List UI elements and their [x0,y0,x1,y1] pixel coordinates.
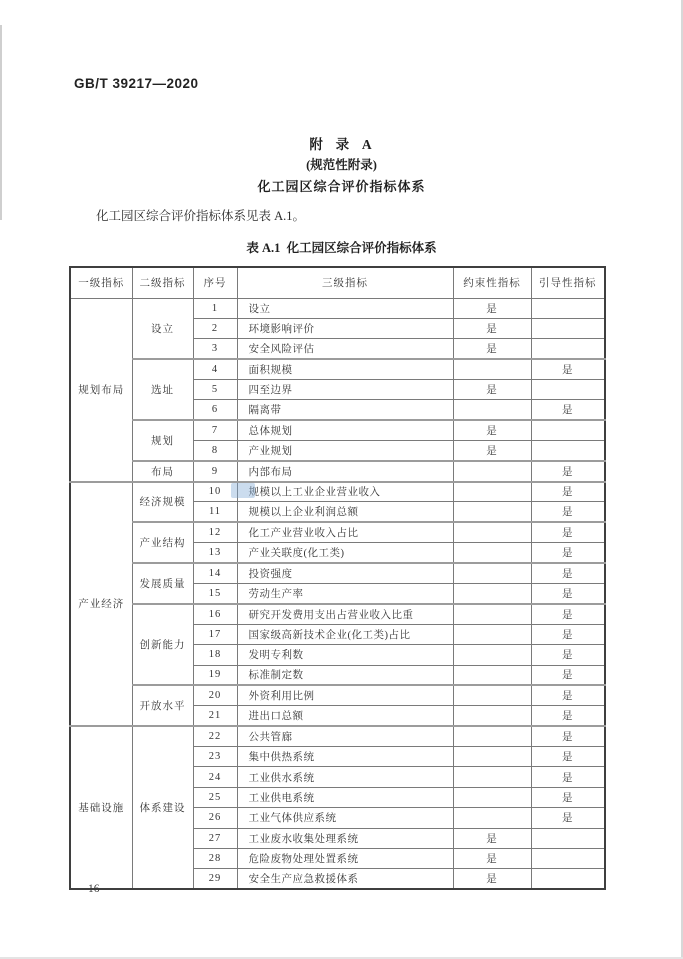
row-no-cell: 17 [193,624,237,644]
indicator-cell: 面积规模 [237,359,453,379]
appendix-heading-block [0,0,683,197]
col-header-3: 三级指标 [237,267,453,298]
guidance-cell: 是 [531,482,605,502]
guidance-cell [531,869,605,889]
indicator-cell: 工业供电系统 [237,787,453,807]
indicator-cell: 劳动生产率 [237,583,453,603]
guidance-cell: 是 [531,747,605,767]
guidance-cell [531,339,605,359]
constraint-cell: 是 [453,849,531,869]
indicator-table [69,266,606,890]
row-no-cell: 18 [193,645,237,665]
row-no-cell: 27 [193,828,237,848]
constraint-cell [453,583,531,603]
indicator-cell: 危险废物处理处置系统 [237,849,453,869]
constraint-cell [453,624,531,644]
row-no-cell: 6 [193,400,237,420]
guidance-cell [531,849,605,869]
row-no-cell: 16 [193,604,237,624]
row-no-cell: 3 [193,339,237,359]
constraint-cell [453,482,531,502]
row-no-cell: 24 [193,767,237,787]
row-no-cell: 22 [193,726,237,746]
indicator-cell: 国家级高新技术企业(化工类)占比 [237,624,453,644]
constraint-cell [453,461,531,481]
table-row [70,685,605,705]
constraint-cell: 是 [453,318,531,338]
constraint-cell [453,808,531,828]
intro-paragraph: 化工园区综合评价指标体系见表 A.1。 [96,209,306,223]
row-no-cell: 2 [193,318,237,338]
constraint-cell [453,604,531,624]
row-no-cell: 13 [193,543,237,563]
guidance-cell: 是 [531,685,605,705]
guidance-cell [531,298,605,318]
indicator-cell: 环境影响评价 [237,318,453,338]
guidance-cell: 是 [531,461,605,481]
table-row [70,359,605,379]
indicator-cell: 工业废水收集处理系统 [237,828,453,848]
indicator-cell: 外资利用比例 [237,685,453,705]
guidance-cell: 是 [531,787,605,807]
level2-cell: 选址 [132,359,193,420]
guidance-cell: 是 [531,522,605,542]
table-head [70,267,605,298]
row-no-cell: 5 [193,380,237,400]
constraint-cell [453,726,531,746]
level2-cell: 布局 [132,461,193,481]
indicator-cell: 规模以上企业利润总额 [237,502,453,522]
indicator-cell: 安全生产应急救援体系 [237,869,453,889]
guidance-cell: 是 [531,502,605,522]
row-no-cell: 19 [193,665,237,685]
guidance-cell: 是 [531,645,605,665]
guidance-cell: 是 [531,665,605,685]
standard-number: GB/T 39217—2020 [74,76,199,91]
constraint-cell: 是 [453,828,531,848]
indicator-cell: 集中供热系统 [237,747,453,767]
indicator-cell: 四至边界 [237,380,453,400]
row-no-cell: 12 [193,522,237,542]
level1-cell: 规划布局 [70,298,132,482]
indicator-cell: 化工产业营业收入占比 [237,522,453,542]
row-no-cell: 21 [193,706,237,726]
appendix-subtitle: (规范性附录) [306,158,377,172]
indicator-cell: 规模以上工业企业营业收入 [237,482,453,502]
constraint-cell: 是 [453,441,531,461]
level2-cell: 发展质量 [132,563,193,604]
constraint-cell [453,543,531,563]
row-no-cell: 15 [193,583,237,603]
guidance-cell: 是 [531,359,605,379]
level1-cell: 基础设施 [70,726,132,889]
level2-cell: 经济规模 [132,482,193,523]
constraint-cell [453,706,531,726]
guidance-cell [531,318,605,338]
table-row [70,461,605,481]
guidance-cell: 是 [531,604,605,624]
constraint-cell [453,645,531,665]
indicator-cell: 安全风险评估 [237,339,453,359]
col-header-5: 引导性指标 [531,267,605,298]
indicator-cell: 公共管廊 [237,726,453,746]
constraint-cell: 是 [453,869,531,889]
indicator-cell: 工业气体供应系统 [237,808,453,828]
row-no-cell: 25 [193,787,237,807]
row-no-cell: 26 [193,808,237,828]
constraint-cell [453,747,531,767]
indicator-cell: 工业供水系统 [237,767,453,787]
row-no-cell: 1 [193,298,237,318]
row-no-cell: 29 [193,869,237,889]
scan-watermark-artifact [231,483,255,498]
table-row [70,298,605,318]
guidance-cell [531,441,605,461]
indicator-cell: 内部布局 [237,461,453,481]
row-no-cell: 8 [193,441,237,461]
level2-cell: 开放水平 [132,685,193,726]
table-row [70,604,605,624]
page-number: 16 [88,883,100,895]
indicator-cell: 投资强度 [237,563,453,583]
guidance-cell [531,420,605,440]
constraint-cell: 是 [453,380,531,400]
indicator-cell: 标准制定数 [237,665,453,685]
guidance-cell: 是 [531,706,605,726]
table-row [70,522,605,542]
table-caption: 表 A.1 化工园区综合评价指标体系 [246,241,437,255]
level1-cell: 产业经济 [70,482,132,727]
guidance-cell: 是 [531,563,605,583]
constraint-cell: 是 [453,298,531,318]
header-row [70,267,605,298]
row-no-cell: 9 [193,461,237,481]
table-row [70,563,605,583]
indicator-cell: 研究开发费用支出占营业收入比重 [237,604,453,624]
constraint-cell [453,767,531,787]
guidance-cell: 是 [531,543,605,563]
table-row [70,726,605,746]
row-no-cell: 14 [193,563,237,583]
table-row [70,482,605,502]
constraint-cell [453,359,531,379]
row-no-cell: 10 [193,482,237,502]
level2-cell: 创新能力 [132,604,193,686]
guidance-cell: 是 [531,400,605,420]
indicator-cell: 隔离带 [237,400,453,420]
constraint-cell [453,502,531,522]
col-header-2: 序号 [193,267,237,298]
row-no-cell: 23 [193,747,237,767]
table-row [70,420,605,440]
row-no-cell: 11 [193,502,237,522]
indicator-cell: 进出口总额 [237,706,453,726]
level2-cell: 产业结构 [132,522,193,563]
indicator-cell: 产业关联度(化工类) [237,543,453,563]
guidance-cell: 是 [531,624,605,644]
constraint-cell [453,685,531,705]
guidance-cell: 是 [531,767,605,787]
table-body [70,298,605,889]
indicator-cell: 产业规划 [237,441,453,461]
col-header-1: 二级指标 [132,267,193,298]
constraint-cell [453,787,531,807]
row-no-cell: 7 [193,420,237,440]
appendix-title: 附 录 A [309,137,374,152]
row-no-cell: 4 [193,359,237,379]
guidance-cell [531,828,605,848]
scan-edge-left [0,25,2,220]
guidance-cell: 是 [531,583,605,603]
row-no-cell: 20 [193,685,237,705]
level2-cell: 体系建设 [132,726,193,889]
level2-cell: 设立 [132,298,193,359]
col-header-4: 约束性指标 [453,267,531,298]
indicator-cell: 设立 [237,298,453,318]
indicator-cell: 总体规划 [237,420,453,440]
level2-cell: 规划 [132,420,193,461]
constraint-cell [453,400,531,420]
appendix-heading: 化工园区综合评价指标体系 [257,179,426,194]
constraint-cell [453,665,531,685]
constraint-cell: 是 [453,420,531,440]
guidance-cell [531,380,605,400]
guidance-cell: 是 [531,808,605,828]
guidance-cell: 是 [531,726,605,746]
constraint-cell [453,563,531,583]
row-no-cell: 28 [193,849,237,869]
indicator-cell: 发明专利数 [237,645,453,665]
constraint-cell: 是 [453,339,531,359]
constraint-cell [453,522,531,542]
col-header-0: 一级指标 [70,267,132,298]
